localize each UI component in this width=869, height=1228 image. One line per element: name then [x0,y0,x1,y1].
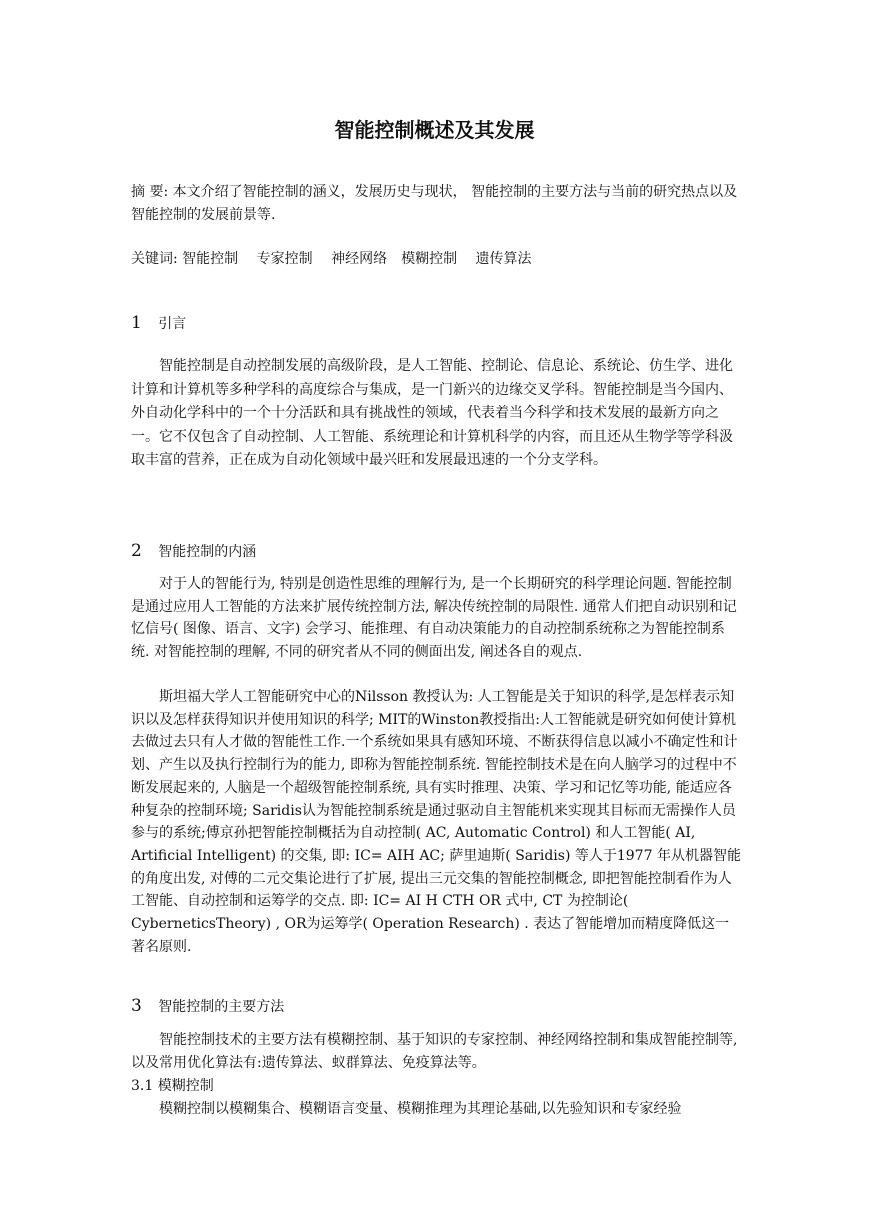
paragraph: 对于人的智能行为, 特别是创造性思维的理解行为, 是一个长期研究的科学理论问题. 智能控制是通过应用人工智能的方法来扩展传统控制方法, 解决传统控制的局限性. 通常人们把自动识别和记忆信号( 图像、语言、文字) 会学习、能推理、有自动决策能力的自动控制系统称之为智能控制系统. 对智能控制的理解, 不同的研究者从不同的侧面出发, 阐述各自的观点. [131,576,737,661]
subsection-heading-3-1 [131,1075,214,1095]
paragraph: 智能控制是自动控制发展的高级阶段，是人工智能、控制论、信息论、系统论、仿生学、进化计算和计算机等多种学科的高度综合与集成，是一门新兴的边缘交叉学科。智能控制是当今国内、外自动化学科中的一个十分活跃和具有挑战性的领域，代表着当今科学和技术发展的最新方向之一。它不仅包含了自动控制、人工智能、系统理论和计算机科学的内容，而且还从生物学等学科汲取丰富的营养，正在成为自动化领域中最兴旺和发展最迅速的一个分支学科。 [131,358,733,468]
keyword: 神经网络 [331,251,388,267]
section-heading-2 [131,541,256,561]
section-heading-1 [131,313,186,333]
paragraph: 智能控制技术的主要方法有模糊控制、基于知识的专家控制、神经网络控制和集成智能控制等,以及常用优化算法有:遗传算法、蚁群算法、免疫算法等。 [131,1032,738,1071]
section-number: 2 [131,541,142,561]
section-title: 智能控制的内涵 [158,544,257,560]
keywords [131,248,741,271]
paragraph: 斯坦福大学人工智能研究中心的Nilsson 教授认为: 人工智能是关于知识的科学,是怎样表示知识以及怎样获得知识并使用知识的科学; MIT的Winston教授指出:人工智能就是研究如何使计算机去做过去只有人才做的智能性工作.一个系统如果具有感知环境、不断获得信息以减小不确定性和计划、产生以及执行控制行为的能力, 即称为智能控制系统. 智能控制技术是在向人脑学习的过程中不断发展起来的, 人脑是一个超级智能控制系统, 具有实时推理、决策、学习和记忆等功能, 能适应各种复杂的控制环境; Saridis认为智能控制系统是通过驱动自主智能机来实现其目标而无需操作人员参与的系统;傅京孙把智能控制概括为自动控制( AC, Automatic Control) 和人工智能( AI, Artificial Intelligent) 的交集, 即: IC= AIH AC; 萨里迪斯( Saridis) 等人于1977 年从机器智能的角度出发, 对傅的二元交集论进行了扩展, 提出三元交集的智能控制概念, 即把智能控制看作为人工智能、自动控制和运筹学的交点. 即: IC= AI H CTH OR 式中, CT 为控制论( CyberneticsTheory) , OR为运筹学( Operation Research) . 表达了智能增加而精度降低这一著名原则. [131,689,741,955]
section-title: 智能控制的主要方法 [158,999,285,1015]
keyword: 遗传算法 [475,251,532,267]
keywords-label: 关键词: [131,251,183,267]
keyword: 专家控制 [256,251,313,267]
keyword: 模糊控制 [401,251,458,267]
section-number: 1 [131,313,142,333]
keyword: 智能控制 [182,251,239,267]
document-title: 智能控制概述及其发展 [334,118,535,142]
subsection-number: 3.1 [131,1078,154,1094]
section-title: 引言 [158,316,187,332]
subsection-title: 模糊控制 [157,1078,214,1094]
paragraph: 模糊控制以模糊集合、模糊语言变量、模糊推理为其理论基础,以先验知识和专家经验 [159,1101,682,1117]
abstract: 摘 要: 本文介绍了智能控制的涵义，发展历史与现状， 智能控制的主要方法与当前的研究热点以及智能控制的发展前景等. [131,184,738,223]
section-heading-3 [131,996,284,1016]
section-number: 3 [131,996,142,1016]
